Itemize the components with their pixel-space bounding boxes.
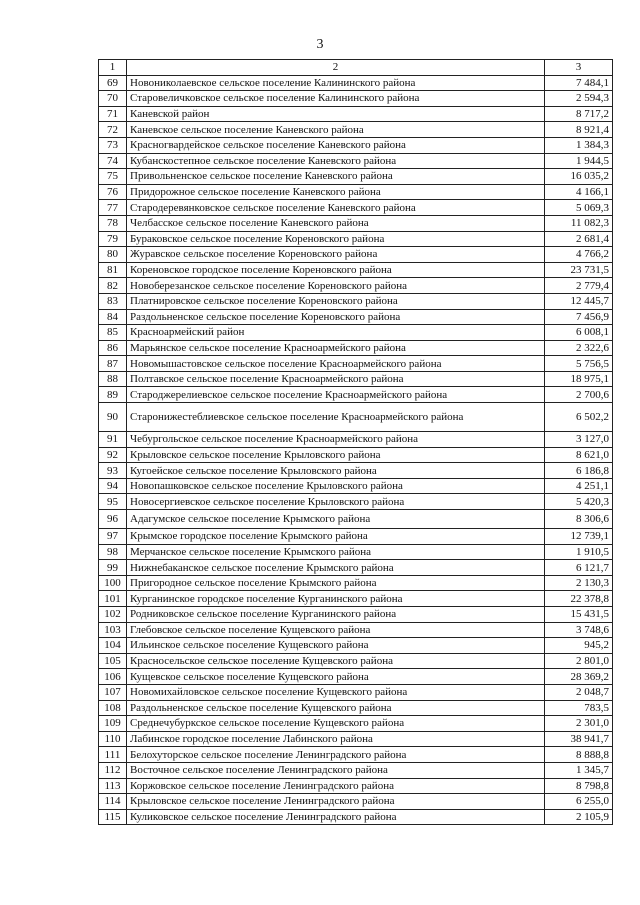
row-number: 96 <box>99 510 127 529</box>
row-number: 102 <box>99 607 127 623</box>
settlement-name: Новомышастовское сельское поселение Красноармейского района <box>127 356 545 372</box>
amount-value: 38 941,7 <box>545 731 613 747</box>
settlement-name: Стародеревянковское сельское поселение Каневского района <box>127 200 545 216</box>
settlement-name: Полтавское сельское поселение Красноармейского района <box>127 371 545 387</box>
settlement-name: Красногвардейское сельское поселение Каневского района <box>127 137 545 153</box>
amount-value: 8 306,6 <box>545 510 613 529</box>
settlement-name: Новопашковское сельское поселение Крыловского района <box>127 478 545 494</box>
settlement-name: Старонижестеблиевское сельское поселение Красноармейского района <box>127 403 545 432</box>
table-row <box>99 122 613 138</box>
table-row <box>99 231 613 247</box>
amount-value: 23 731,5 <box>545 262 613 278</box>
table-row <box>99 560 613 576</box>
settlement-name: Курганинское городское поселение Курганинского района <box>127 591 545 607</box>
amount-value: 1 384,3 <box>545 137 613 153</box>
settlement-name: Мерчанское сельское поселение Крымского района <box>127 544 545 560</box>
settlement-name: Челбасское сельское поселение Каневского района <box>127 215 545 231</box>
row-number: 111 <box>99 747 127 763</box>
amount-value: 4 251,1 <box>545 478 613 494</box>
table-row <box>99 200 613 216</box>
table-row <box>99 638 613 654</box>
amount-value: 6 502,2 <box>545 403 613 432</box>
amount-value: 2 779,4 <box>545 278 613 294</box>
row-number: 110 <box>99 731 127 747</box>
page-number: 3 <box>316 37 324 52</box>
amount-value: 2 801,0 <box>545 653 613 669</box>
table-row <box>99 700 613 716</box>
row-number: 84 <box>99 309 127 325</box>
settlement-name: Кубанскостепное сельское поселение Каневского района <box>127 153 545 169</box>
settlement-name: Придорожное сельское поселение Каневского района <box>127 184 545 200</box>
amount-value: 1 910,5 <box>545 544 613 560</box>
table-row <box>99 432 613 448</box>
amount-value: 6 255,0 <box>545 794 613 810</box>
settlement-name: Старовеличковское сельское поселение Калининского района <box>127 91 545 107</box>
table-row <box>99 653 613 669</box>
amount-value: 945,2 <box>545 638 613 654</box>
settlement-name: Каневской район <box>127 106 545 122</box>
table-row <box>99 371 613 387</box>
row-number: 98 <box>99 544 127 560</box>
settlement-name: Глебовское сельское поселение Кущевского района <box>127 622 545 638</box>
amount-value: 2 048,7 <box>545 684 613 700</box>
table-row <box>99 622 613 638</box>
table-row <box>99 278 613 294</box>
amount-value: 6 121,7 <box>545 560 613 576</box>
row-number: 83 <box>99 293 127 309</box>
table-row <box>99 262 613 278</box>
row-number: 78 <box>99 215 127 231</box>
row-number: 88 <box>99 371 127 387</box>
table-row <box>99 356 613 372</box>
amount-value: 6 008,1 <box>545 325 613 341</box>
settlement-name: Новоберезанское сельское поселение Кореновского района <box>127 278 545 294</box>
row-number: 113 <box>99 778 127 794</box>
row-number: 100 <box>99 575 127 591</box>
row-number: 87 <box>99 356 127 372</box>
table-row <box>99 169 613 185</box>
settlement-name: Пригородное сельское поселение Крымского района <box>127 575 545 591</box>
row-number: 92 <box>99 447 127 463</box>
row-number: 93 <box>99 463 127 479</box>
amount-value: 8 888,8 <box>545 747 613 763</box>
amount-value: 2 681,4 <box>545 231 613 247</box>
row-number: 112 <box>99 762 127 778</box>
settlement-name: Кущевское сельское поселение Кущевского района <box>127 669 545 685</box>
table-row <box>99 494 613 510</box>
table-row <box>99 716 613 732</box>
settlement-name: Нижнебаканское сельское поселение Крымского района <box>127 560 545 576</box>
table-row <box>99 607 613 623</box>
settlement-name: Родниковское сельское поселение Курганинского района <box>127 607 545 623</box>
amount-value: 3 127,0 <box>545 432 613 448</box>
amount-value: 8 717,2 <box>545 106 613 122</box>
amount-value: 3 748,6 <box>545 622 613 638</box>
settlement-name: Адагумское сельское поселение Крымского района <box>127 510 545 529</box>
header-col-3: 3 <box>545 60 613 76</box>
row-number: 115 <box>99 809 127 825</box>
row-number: 89 <box>99 387 127 403</box>
settlement-name: Платнировское сельское поселение Кореновского района <box>127 293 545 309</box>
amount-value: 4 766,2 <box>545 247 613 263</box>
table-row <box>99 137 613 153</box>
settlement-name: Раздольненское сельское поселение Кущевского района <box>127 700 545 716</box>
settlement-name: Красносельское сельское поселение Кущевского района <box>127 653 545 669</box>
table-row <box>99 591 613 607</box>
amount-value: 2 301,0 <box>545 716 613 732</box>
row-number: 104 <box>99 638 127 654</box>
table-row <box>99 247 613 263</box>
settlement-name: Новомихайловское сельское поселение Кущевского района <box>127 684 545 700</box>
settlement-name: Марьянское сельское поселение Красноармейского района <box>127 340 545 356</box>
table-row <box>99 325 613 341</box>
row-number: 69 <box>99 75 127 91</box>
row-number: 105 <box>99 653 127 669</box>
row-number: 72 <box>99 122 127 138</box>
row-number: 82 <box>99 278 127 294</box>
settlement-name: Ильинское сельское поселение Кущевского района <box>127 638 545 654</box>
settlement-name: Крымское городское поселение Крымского района <box>127 529 545 545</box>
amount-value: 8 621,0 <box>545 447 613 463</box>
budget-table <box>98 59 613 825</box>
amount-value: 28 369,2 <box>545 669 613 685</box>
settlement-name: Белохуторское сельское поселение Ленинградского района <box>127 747 545 763</box>
row-number: 85 <box>99 325 127 341</box>
settlement-name: Староджерелиевское сельское поселение Красноармейского района <box>127 387 545 403</box>
header-col-2: 2 <box>127 60 545 76</box>
table-row <box>99 463 613 479</box>
table-row <box>99 794 613 810</box>
table-row <box>99 75 613 91</box>
settlement-name: Кореновское городское поселение Кореновского района <box>127 262 545 278</box>
amount-value: 4 166,1 <box>545 184 613 200</box>
settlement-name: Раздольненское сельское поселение Кореновского района <box>127 309 545 325</box>
row-number: 77 <box>99 200 127 216</box>
table-row <box>99 762 613 778</box>
amount-value: 5 756,5 <box>545 356 613 372</box>
table-row <box>99 510 613 529</box>
amount-value: 2 700,6 <box>545 387 613 403</box>
table-row <box>99 778 613 794</box>
amount-value: 2 594,3 <box>545 91 613 107</box>
amount-value: 18 975,1 <box>545 371 613 387</box>
row-number: 101 <box>99 591 127 607</box>
table-row <box>99 731 613 747</box>
settlement-name: Куликовское сельское поселение Ленинградского района <box>127 809 545 825</box>
table-row <box>99 669 613 685</box>
row-number: 74 <box>99 153 127 169</box>
amount-value: 7 456,9 <box>545 309 613 325</box>
table-row <box>99 478 613 494</box>
amount-value: 11 082,3 <box>545 215 613 231</box>
settlement-name: Крыловское сельское поселение Крыловского района <box>127 447 545 463</box>
row-number: 81 <box>99 262 127 278</box>
row-number: 108 <box>99 700 127 716</box>
table-row <box>99 684 613 700</box>
settlement-name: Крыловское сельское поселение Ленинградского района <box>127 794 545 810</box>
table-row <box>99 293 613 309</box>
amount-value: 5 069,3 <box>545 200 613 216</box>
amount-value: 783,5 <box>545 700 613 716</box>
row-number: 97 <box>99 529 127 545</box>
settlement-name: Коржовское сельское поселение Ленинградского района <box>127 778 545 794</box>
table-header <box>99 60 613 76</box>
settlement-name: Кугоейское сельское поселение Крыловского района <box>127 463 545 479</box>
row-number: 106 <box>99 669 127 685</box>
settlement-name: Новосергиевское сельское поселение Крыловского района <box>127 494 545 510</box>
row-number: 114 <box>99 794 127 810</box>
row-number: 94 <box>99 478 127 494</box>
amount-value: 6 186,8 <box>545 463 613 479</box>
amount-value: 2 322,6 <box>545 340 613 356</box>
amount-value: 7 484,1 <box>545 75 613 91</box>
header-col-1: 1 <box>99 60 127 76</box>
table-row <box>99 403 613 432</box>
settlement-name: Чебургольское сельское поселение Красноармейского района <box>127 432 545 448</box>
amount-value: 1 944,5 <box>545 153 613 169</box>
row-number: 103 <box>99 622 127 638</box>
settlement-name: Лабинское городское поселение Лабинского района <box>127 731 545 747</box>
table-body <box>99 75 613 825</box>
row-number: 95 <box>99 494 127 510</box>
row-number: 71 <box>99 106 127 122</box>
amount-value: 16 035,2 <box>545 169 613 185</box>
row-number: 91 <box>99 432 127 448</box>
amount-value: 8 921,4 <box>545 122 613 138</box>
table-row <box>99 309 613 325</box>
row-number: 75 <box>99 169 127 185</box>
table-row <box>99 387 613 403</box>
row-number: 73 <box>99 137 127 153</box>
table-row <box>99 153 613 169</box>
row-number: 109 <box>99 716 127 732</box>
table-row <box>99 544 613 560</box>
table-row <box>99 529 613 545</box>
row-number: 107 <box>99 684 127 700</box>
amount-value: 12 739,1 <box>545 529 613 545</box>
table-row <box>99 809 613 825</box>
amount-value: 2 130,3 <box>545 575 613 591</box>
amount-value: 8 798,8 <box>545 778 613 794</box>
table-row <box>99 747 613 763</box>
amount-value: 15 431,5 <box>545 607 613 623</box>
settlement-name: Привольненское сельское поселение Каневского района <box>127 169 545 185</box>
table-row <box>99 447 613 463</box>
row-number: 99 <box>99 560 127 576</box>
row-number: 90 <box>99 403 127 432</box>
header-row <box>99 60 613 76</box>
table-row <box>99 106 613 122</box>
settlement-name: Красноармейский район <box>127 325 545 341</box>
amount-value: 2 105,9 <box>545 809 613 825</box>
table-row <box>99 340 613 356</box>
row-number: 70 <box>99 91 127 107</box>
table-row <box>99 184 613 200</box>
amount-value: 12 445,7 <box>545 293 613 309</box>
amount-value: 5 420,3 <box>545 494 613 510</box>
row-number: 86 <box>99 340 127 356</box>
table-row <box>99 575 613 591</box>
row-number: 79 <box>99 231 127 247</box>
table-row <box>99 91 613 107</box>
table-row <box>99 215 613 231</box>
row-number: 76 <box>99 184 127 200</box>
amount-value: 22 378,8 <box>545 591 613 607</box>
amount-value: 1 345,7 <box>545 762 613 778</box>
settlement-name: Новониколаевское сельское поселение Калининского района <box>127 75 545 91</box>
settlement-name: Среднечубуркское сельское поселение Кущевского района <box>127 716 545 732</box>
settlement-name: Каневское сельское поселение Каневского района <box>127 122 545 138</box>
settlement-name: Восточное сельское поселение Ленинградского района <box>127 762 545 778</box>
row-number: 80 <box>99 247 127 263</box>
settlement-name: Журавское сельское поселение Кореновского района <box>127 247 545 263</box>
settlement-name: Бураковское сельское поселение Кореновского района <box>127 231 545 247</box>
